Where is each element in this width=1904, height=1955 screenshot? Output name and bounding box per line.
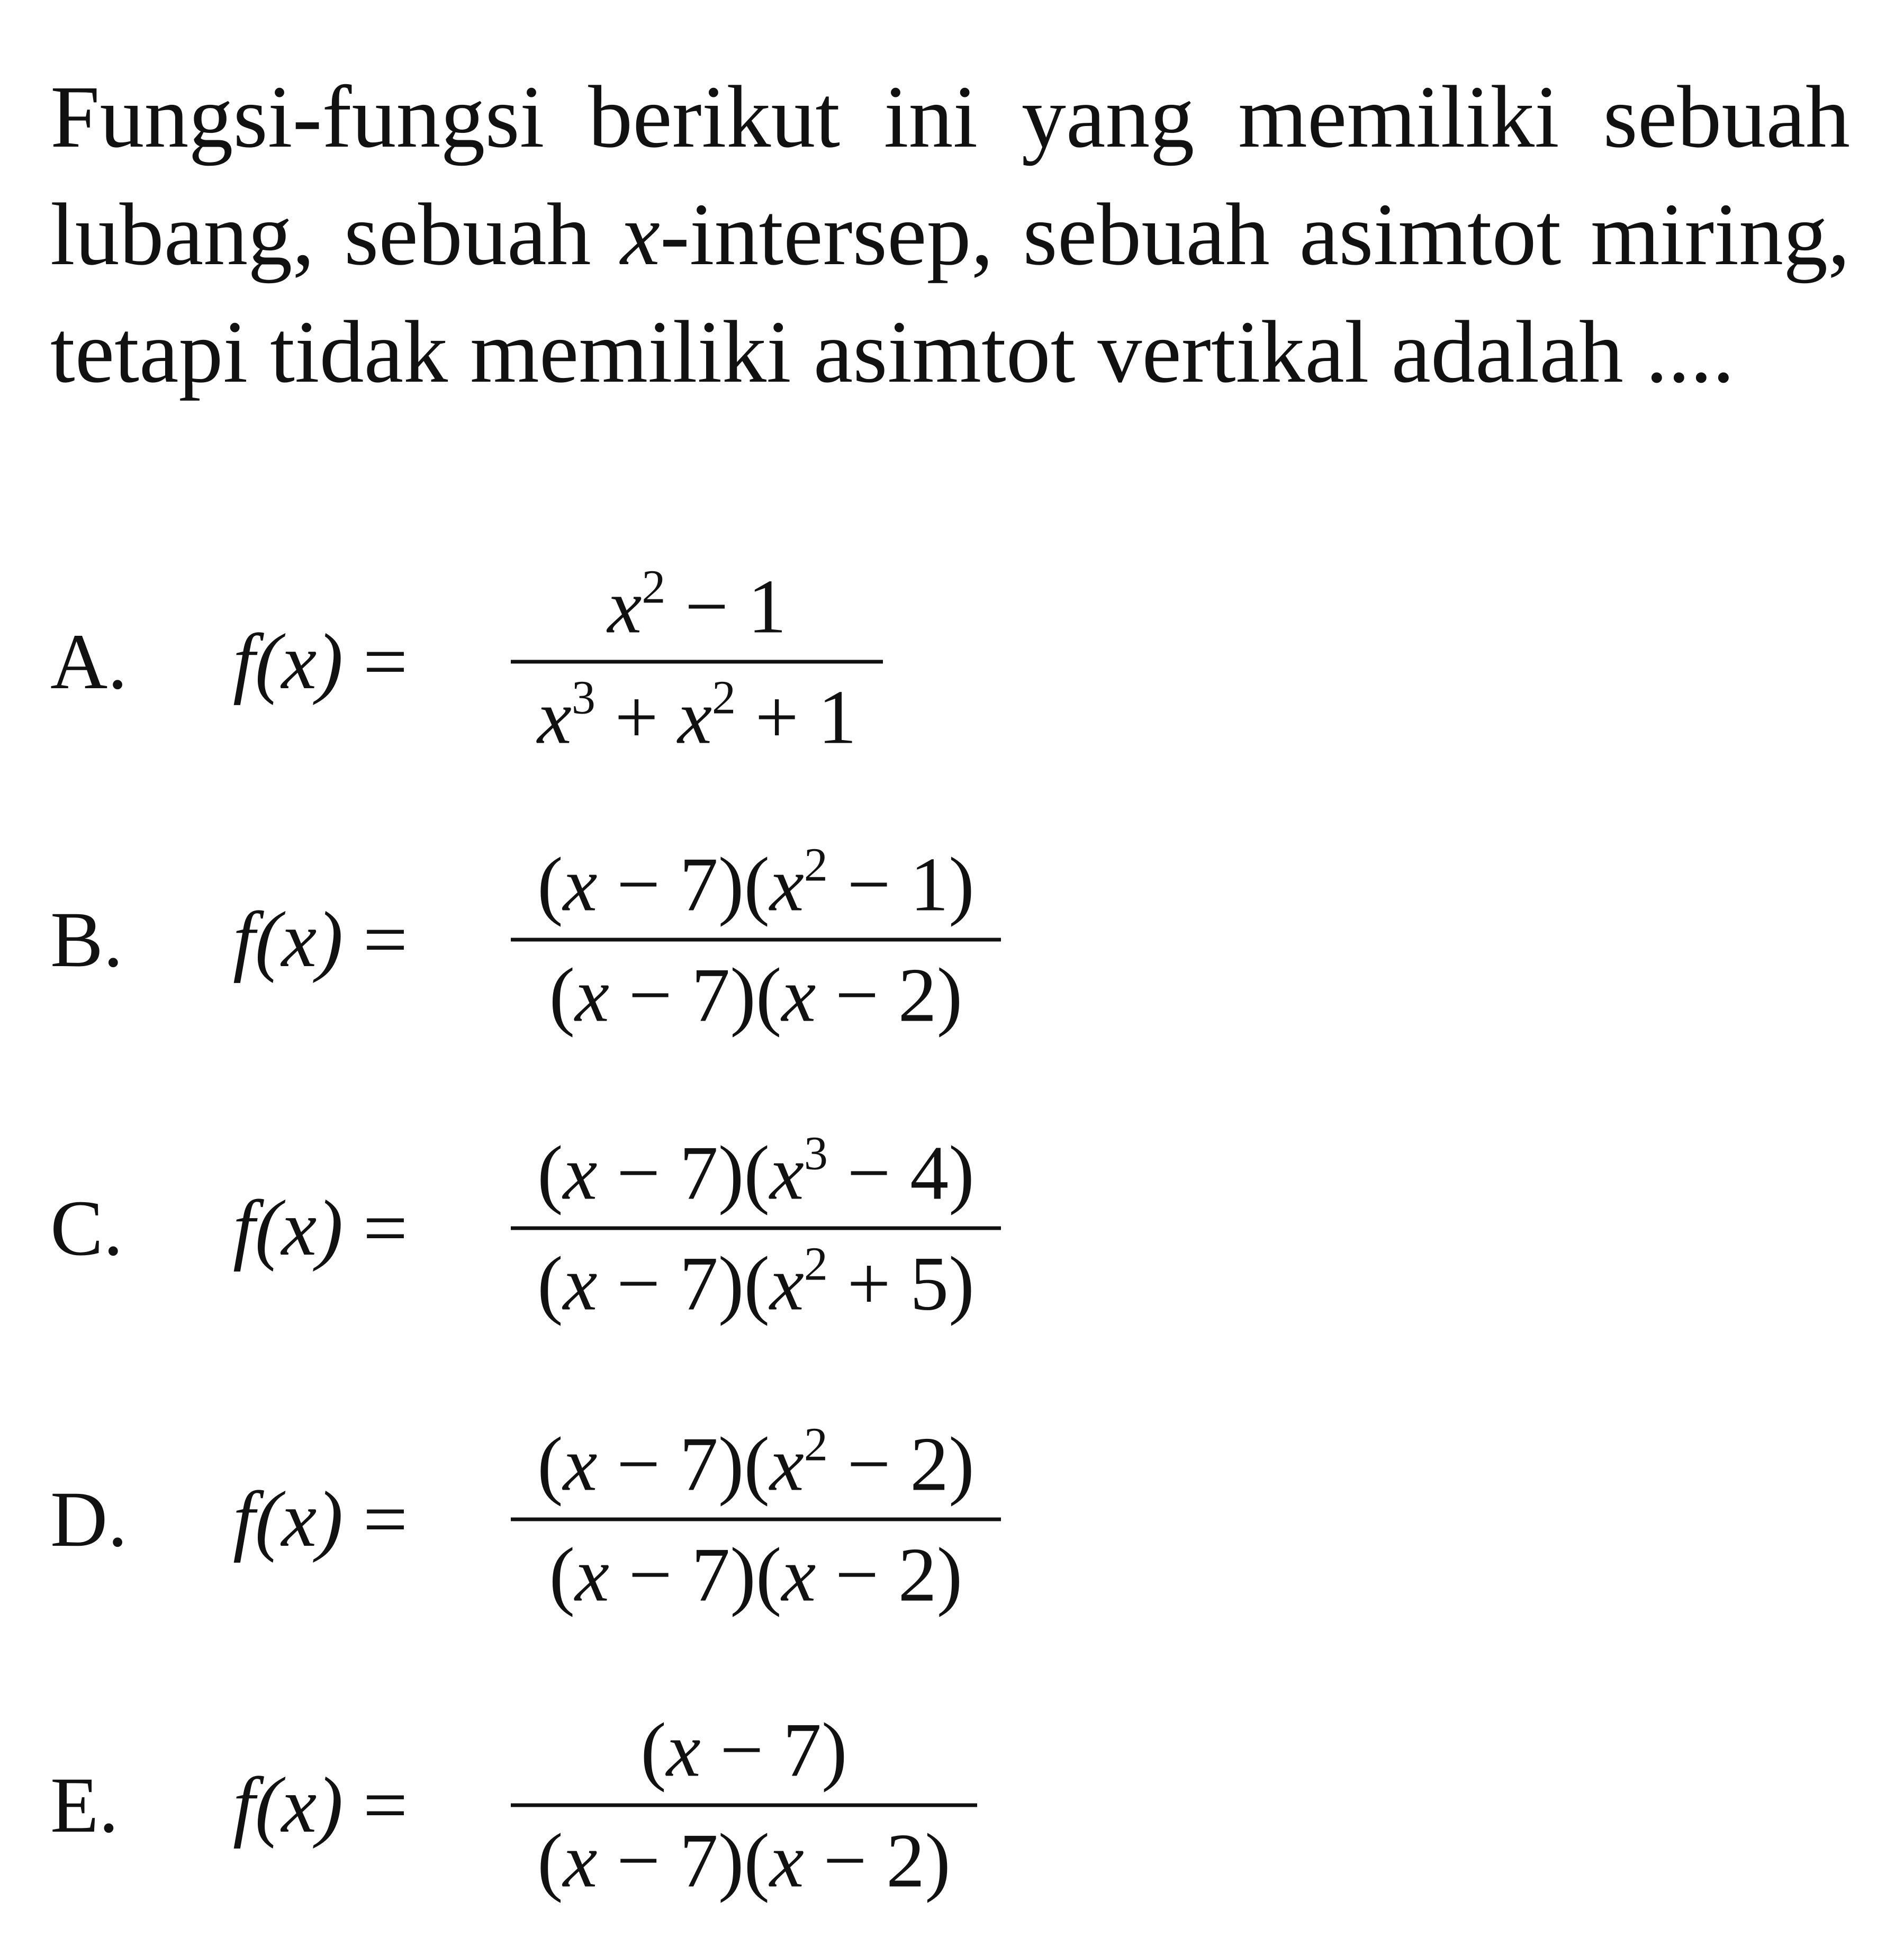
var-x: x xyxy=(678,674,712,760)
numerator xyxy=(511,1127,1001,1227)
var-x: x xyxy=(563,1130,598,1216)
term: + 1 xyxy=(735,674,857,760)
exponent: 2 xyxy=(804,1238,828,1291)
exponent: 2 xyxy=(804,1418,828,1471)
var-x: x xyxy=(770,1240,804,1327)
question-variable: x xyxy=(620,185,660,284)
term: + 5) xyxy=(827,1240,974,1327)
exponent: 2 xyxy=(804,839,828,891)
equals-sign: = xyxy=(363,618,408,706)
term: ( xyxy=(537,1421,563,1507)
fraction-bar xyxy=(511,1804,977,1807)
exponent: 3 xyxy=(804,1127,828,1180)
term: ( xyxy=(537,1240,563,1327)
option-label: D. xyxy=(50,1475,128,1563)
term: + xyxy=(595,674,678,760)
function-notation xyxy=(233,896,408,984)
fraction xyxy=(511,839,1001,1038)
function-arg: (x) xyxy=(255,1761,344,1849)
function-arg: (x) xyxy=(255,618,344,706)
term: ( xyxy=(549,1531,575,1618)
term: ( xyxy=(537,1817,563,1904)
fraction xyxy=(511,1418,1001,1618)
question-text xyxy=(50,58,1850,411)
term: − 4) xyxy=(827,1130,974,1216)
term: − 2) xyxy=(804,1817,951,1904)
function-name: f xyxy=(233,896,255,984)
term: ( xyxy=(549,952,575,1038)
term: − 7)( xyxy=(609,1531,782,1618)
fraction xyxy=(511,561,883,760)
var-x: x xyxy=(575,1531,609,1618)
denominator xyxy=(511,942,1001,1038)
term: − 7)( xyxy=(597,1240,770,1327)
var-x: x xyxy=(563,1421,598,1507)
term: − 7)( xyxy=(597,1817,770,1904)
function-notation xyxy=(233,1475,408,1563)
fraction-bar xyxy=(511,1227,1001,1230)
var-x: x xyxy=(563,1817,598,1904)
fraction xyxy=(511,1127,1001,1327)
var-x: x xyxy=(781,952,816,1038)
numerator xyxy=(511,561,883,660)
option-label: E. xyxy=(50,1761,119,1849)
var-x: x xyxy=(770,1817,804,1904)
term: − 7) xyxy=(700,1707,847,1793)
numerator xyxy=(511,1418,1001,1518)
var-x: x xyxy=(781,1531,816,1618)
term: − 2) xyxy=(816,1531,963,1618)
var-x: x xyxy=(770,1130,804,1216)
term: ( xyxy=(640,1707,666,1793)
option-e[interactable] xyxy=(50,1694,1321,1916)
equals-sign: = xyxy=(363,1184,408,1272)
option-a[interactable] xyxy=(50,551,1321,773)
option-d[interactable] xyxy=(50,1408,1321,1630)
var-x: x xyxy=(563,841,598,927)
denominator xyxy=(511,1230,1001,1327)
function-name: f xyxy=(233,618,255,706)
numerator xyxy=(511,1707,977,1804)
fraction-bar xyxy=(511,1518,1001,1521)
fraction-bar xyxy=(511,938,1001,942)
fraction xyxy=(511,1707,977,1904)
option-b[interactable] xyxy=(50,828,1321,1051)
var-x: x xyxy=(575,952,609,1038)
option-label: B. xyxy=(50,896,123,984)
var-x: x xyxy=(563,1240,598,1327)
function-name: f xyxy=(233,1184,255,1272)
term: − 7)( xyxy=(597,841,770,927)
function-arg: (x) xyxy=(255,1184,344,1272)
var-x: x xyxy=(770,841,804,927)
numerator xyxy=(511,839,1001,938)
denominator xyxy=(511,1807,977,1904)
exponent: 2 xyxy=(642,561,666,614)
fraction-bar xyxy=(511,660,883,664)
equals-sign: = xyxy=(363,896,408,984)
var-x: x xyxy=(537,674,572,760)
function-name: f xyxy=(233,1475,255,1563)
option-label: C. xyxy=(50,1184,123,1272)
option-label: A. xyxy=(50,618,128,706)
term: − 2) xyxy=(827,1421,974,1507)
term: − 7)( xyxy=(609,952,782,1038)
function-arg: (x) xyxy=(255,1475,344,1563)
question-text-part1: Fungsi-fungsi berikut ini yang memiliki sebuah lubang, sebuah xyxy=(50,68,1850,284)
function-name: f xyxy=(233,1761,255,1849)
denominator xyxy=(511,1521,1001,1618)
exponent: 3 xyxy=(571,671,595,724)
question-text-part2: -intersep, sebuah asimtot miring, tetapi tidak memiliki asimtot vertikal adalah .... xyxy=(50,185,1850,401)
option-c[interactable] xyxy=(50,1117,1321,1339)
equals-sign: = xyxy=(363,1761,408,1849)
denominator xyxy=(511,664,883,760)
term: ( xyxy=(537,1130,563,1216)
term: ( xyxy=(537,841,563,927)
var-x: x xyxy=(770,1421,804,1507)
term: − 7)( xyxy=(597,1421,770,1507)
term: − 1 xyxy=(665,563,787,650)
function-notation xyxy=(233,1184,408,1272)
function-notation xyxy=(233,618,408,706)
term: − 1) xyxy=(827,841,974,927)
term: − 2) xyxy=(816,952,963,1038)
exponent: 2 xyxy=(711,671,736,724)
equals-sign: = xyxy=(363,1475,408,1563)
term: − 7)( xyxy=(597,1130,770,1216)
function-arg: (x) xyxy=(255,896,344,984)
var-x: x xyxy=(666,1707,701,1793)
var-x: x xyxy=(607,563,642,650)
function-notation xyxy=(233,1761,408,1849)
